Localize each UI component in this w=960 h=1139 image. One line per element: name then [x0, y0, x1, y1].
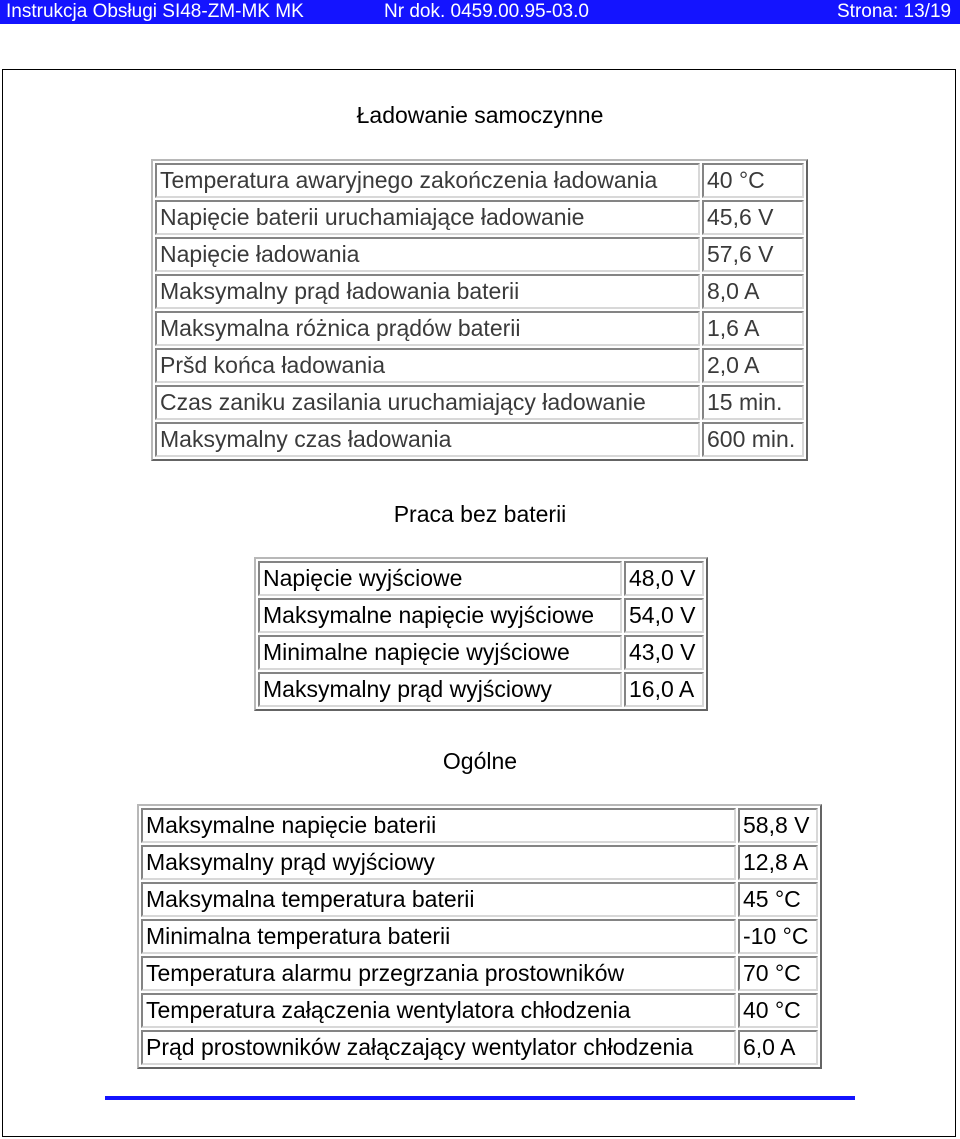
table-row [155, 422, 804, 457]
parameter-value: 45,6 V [702, 200, 804, 235]
table-row [258, 598, 704, 633]
parameter-value: 16,0 A [624, 672, 704, 707]
table-row [155, 274, 804, 309]
table-row [155, 348, 804, 383]
parameter-value: 40 °C [738, 993, 818, 1028]
parameter-label: Maksymalna temperatura baterii [141, 882, 736, 917]
parameter-value: 40 °C [702, 163, 804, 198]
section-title-charging: Ładowanie samoczynne [356, 102, 604, 128]
parameter-value: 70 °C [738, 956, 818, 991]
table-row [155, 311, 804, 346]
table-row [141, 993, 818, 1028]
parameter-label: Maksymalny prąd ładowania baterii [155, 274, 700, 309]
parameter-label: Czas zaniku zasilania uruchamiający ładowanie [155, 385, 700, 420]
table-row [258, 561, 704, 596]
parameter-value: 600 min. [702, 422, 804, 457]
table-row [141, 882, 818, 917]
parameter-value: 48,0 V [624, 561, 704, 596]
parameter-label: Maksymalne napięcie baterii [141, 808, 736, 843]
parameter-label: Prąd prostowników załączający wentylator chłodzenia [141, 1030, 736, 1065]
parameter-label: Napięcie wyjściowe [258, 561, 622, 596]
table-row [141, 845, 818, 880]
table-row [141, 808, 818, 843]
parameter-label: Napięcie ładowania [155, 237, 700, 272]
table-row [141, 919, 818, 954]
parameter-value: 6,0 A [738, 1030, 818, 1065]
general-parameters-table [137, 804, 822, 1069]
table-row [155, 163, 804, 198]
parameter-value: 15 min. [702, 385, 804, 420]
parameter-label: Maksymalny czas ładowania [155, 422, 700, 457]
parameter-value: 58,8 V [738, 808, 818, 843]
page-number: Strona: 13/19 [837, 1, 952, 22]
table-row [141, 1030, 818, 1065]
parameter-value: 8,0 A [702, 274, 804, 309]
document-number: Nr dok. 0459.00.95-03.0 [384, 1, 589, 22]
charging-parameters-table [151, 159, 808, 461]
parameter-label: Maksymalny prąd wyjściowy [141, 845, 736, 880]
table-row [258, 672, 704, 707]
parameter-value: 45 °C [738, 882, 818, 917]
table-row [155, 200, 804, 235]
parameter-value: 1,6 A [702, 311, 804, 346]
table-row [258, 635, 704, 670]
parameter-label: Temperatura załączenia wentylatora chłodzenia [141, 993, 736, 1028]
parameter-value: 54,0 V [624, 598, 704, 633]
parameter-value: 2,0 A [702, 348, 804, 383]
section-title-general: Ogólne [442, 748, 518, 774]
no-battery-parameters-table [254, 557, 708, 711]
parameter-value: 43,0 V [624, 635, 704, 670]
parameter-label: Minimalna temperatura baterii [141, 919, 736, 954]
parameter-label: Pršd końca ładowania [155, 348, 700, 383]
table-row [155, 237, 804, 272]
footer-rule [105, 1096, 855, 1100]
parameter-label: Temperatura awaryjnego zakończenia ładowania [155, 163, 700, 198]
page-header [0, 0, 960, 24]
parameter-label: Minimalne napięcie wyjściowe [258, 635, 622, 670]
parameter-value: 57,6 V [702, 237, 804, 272]
table-row [141, 956, 818, 991]
parameter-label: Maksymalny prąd wyjściowy [258, 672, 622, 707]
document-title: Instrukcja Obsługi SI48-ZM-MK MK [6, 1, 304, 22]
parameter-value: 12,8 A [738, 845, 818, 880]
parameter-label: Maksymalne napięcie wyjściowe [258, 598, 622, 633]
parameter-label: Napięcie baterii uruchamiające ładowanie [155, 200, 700, 235]
parameter-label: Temperatura alarmu przegrzania prostowników [141, 956, 736, 991]
parameter-value: -10 °C [738, 919, 818, 954]
section-title-no-battery: Praca bez baterii [393, 501, 567, 527]
parameter-label: Maksymalna różnica prądów baterii [155, 311, 700, 346]
table-row [155, 385, 804, 420]
